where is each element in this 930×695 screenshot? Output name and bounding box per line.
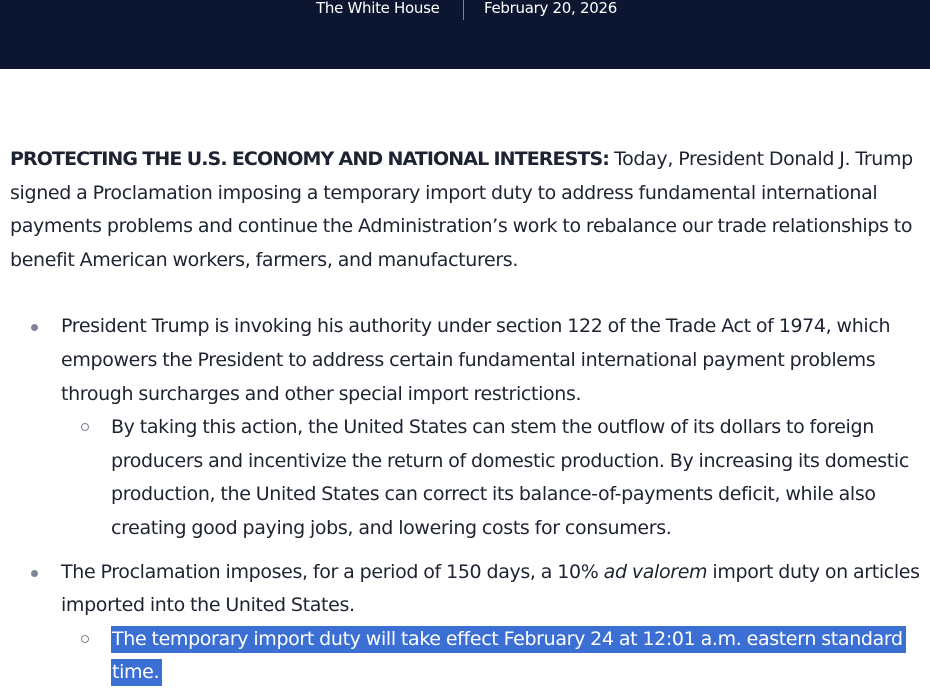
source-label[interactable]: The White House <box>316 0 440 17</box>
list-item-text: President Trump is invoking his authority under section 122 of the Trade Act of 1974, which empowers the President to address certain fundamental international payment problems through surcharges and other special import restrictions. <box>61 315 891 405</box>
lead-heading: PROTECTING THE U.S. ECONOMY AND NATIONAL INTERESTS: <box>10 148 609 170</box>
bullet-list <box>10 310 925 690</box>
selected-text[interactable]: The temporary import duty will take effect February 24 at 12:01 a.m. eastern standard time. <box>111 626 906 687</box>
meta-divider <box>463 0 464 20</box>
bullet-disc-icon <box>31 324 38 331</box>
list-item <box>10 310 925 545</box>
bullet-disc-icon <box>31 570 38 577</box>
sub-list-item <box>61 623 925 690</box>
list-item-text-part: import duty on articles imported into the United States. <box>61 560 920 617</box>
lead-text: Today, President Donald J. Trump signed a Proclamation imposing a temporary import duty to address fundamental international payments problems and continue the Administration’s work to rebalance our trade relationships to benefit American workers, farmers, and manufacturers. <box>10 148 913 271</box>
sub-list-item-text: By taking this action, the United States can stem the outflow of its dollars to foreign producers and incentivize the return of domestic production. By increasing its domestic production, the United States can correct its balance-of-payments deficit, while also creating good paying jobs, and lowering costs for consumers. <box>111 416 909 539</box>
bullet-circle-icon <box>81 635 89 643</box>
article-body <box>10 143 925 695</box>
lead-paragraph <box>10 143 925 277</box>
list-item-text <box>61 561 920 617</box>
publish-date: February 20, 2026 <box>484 0 617 17</box>
site-header <box>0 0 930 69</box>
sub-list-item <box>61 411 925 545</box>
list-item <box>10 556 925 690</box>
sub-bullet-list <box>61 411 925 545</box>
article-meta <box>0 0 930 18</box>
emphasis-ad-valorem: ad valorem <box>603 560 708 583</box>
bullet-circle-icon <box>81 423 89 431</box>
list-item-text-part: The Proclamation imposes, for a period of 150 days, a 10% <box>61 560 604 583</box>
sub-bullet-list <box>61 623 925 690</box>
